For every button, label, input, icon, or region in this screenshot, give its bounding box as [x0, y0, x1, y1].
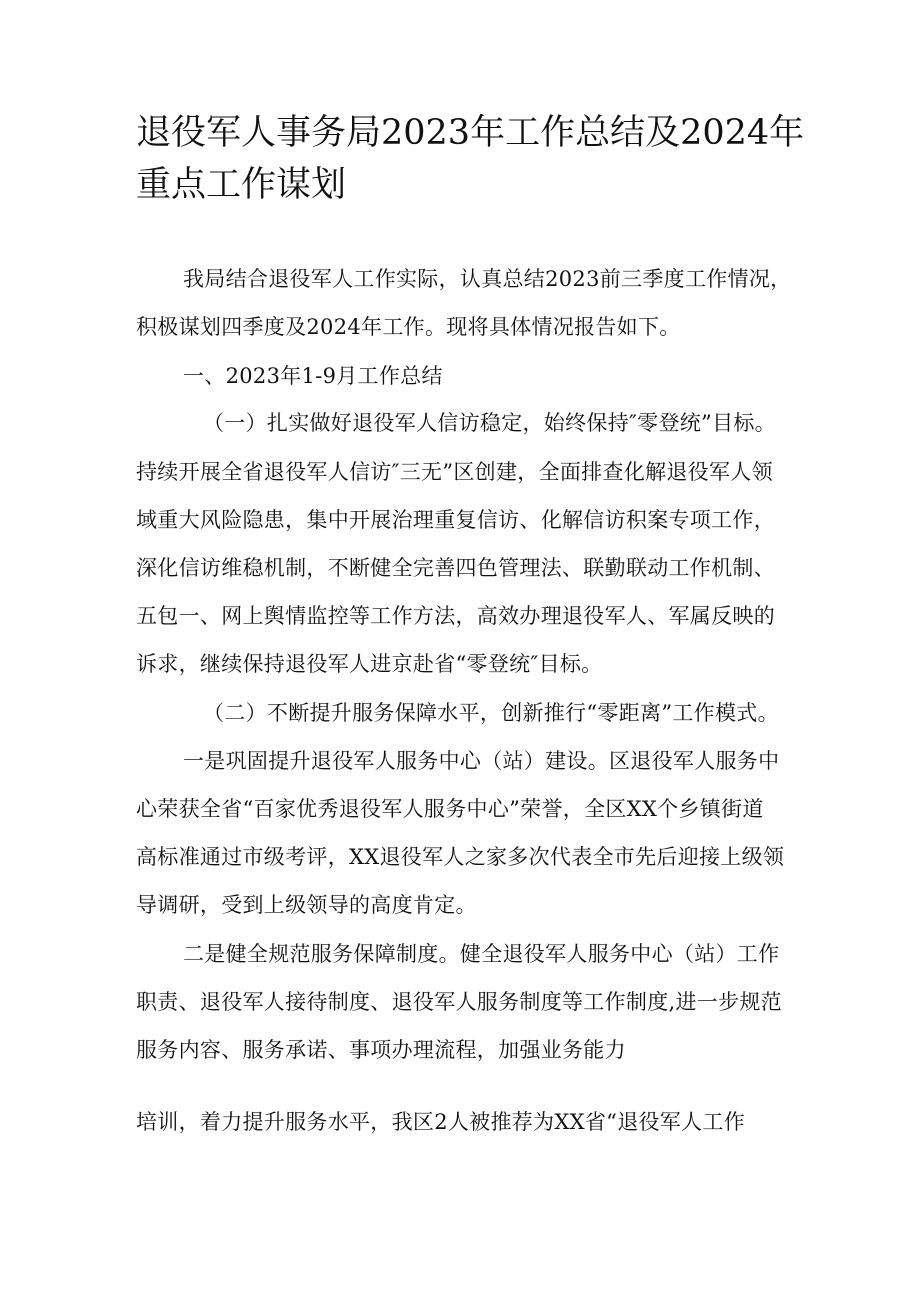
- document-title-line-2: 重点工作谋划: [136, 165, 347, 205]
- paragraph-line: 积极谋划四季度及2024年工作。现将具体情况报告如下。: [136, 315, 681, 339]
- paragraph-line: 培训，着力提升服务水平，我区2人被推荐为XX省“退役军人工作: [136, 1110, 745, 1134]
- paragraph-line: 五包一、网上舆情监控等工作方法，高效办理退役军人、军属反映的: [136, 604, 775, 628]
- paragraph-line: 导调研，受到上级领导的高度肯定。: [136, 893, 477, 917]
- paragraph-line: 服务内容、服务承诺、事项办理流程，加强业务能力: [136, 1038, 626, 1062]
- paragraph-line: 诉求，继续保持退役军人进京赴省“零登统″目标。: [136, 652, 603, 676]
- paragraph-line: 职责、退役军人接待制度、退役军人服务制度等工作制度,进一步规范: [136, 990, 782, 1014]
- subsection-heading: （一）扎实做好退役军人信访稳定，始终保持″零登统”目标。: [203, 411, 776, 435]
- paragraph-line: 二是健全规范服务保障制度。健全退役军人服务中心（站）工作: [183, 942, 780, 966]
- document-title-line-1: 退役军人事务局2023年工作总结及2024年: [136, 113, 805, 153]
- section-heading: 一、2023年1-9月工作总结: [183, 364, 443, 388]
- paragraph-line: 我局结合退役军人工作实际，认真总结2023前三季度工作情况，: [183, 267, 792, 291]
- paragraph-line: 域重大风险隐患，集中开展治理重复信访、化解信访积案专项工作，: [136, 508, 775, 532]
- subsection-heading: （二）不断提升服务保障水平，创新推行“零距离”工作模式。: [203, 701, 779, 725]
- paragraph-line: 高标准通过市级考评，XX退役军人之家多次代表全市先后迎接上级领: [136, 845, 785, 869]
- paragraph-line: 心荣获全省“百家优秀退役军人服务中心”荣誉，全区XX个乡镇街道: [136, 797, 764, 821]
- paragraph-line: 持续开展全省退役军人信访″三无”区创建，全面排查化解退役军人领: [136, 460, 773, 484]
- paragraph-line: 深化信访维稳机制，不断健全完善四色管理法、联勤联动工作机制、: [136, 556, 775, 580]
- paragraph-line: 一是巩固提升退役军人服务中心（站）建设。区退役军人服务中: [183, 749, 780, 773]
